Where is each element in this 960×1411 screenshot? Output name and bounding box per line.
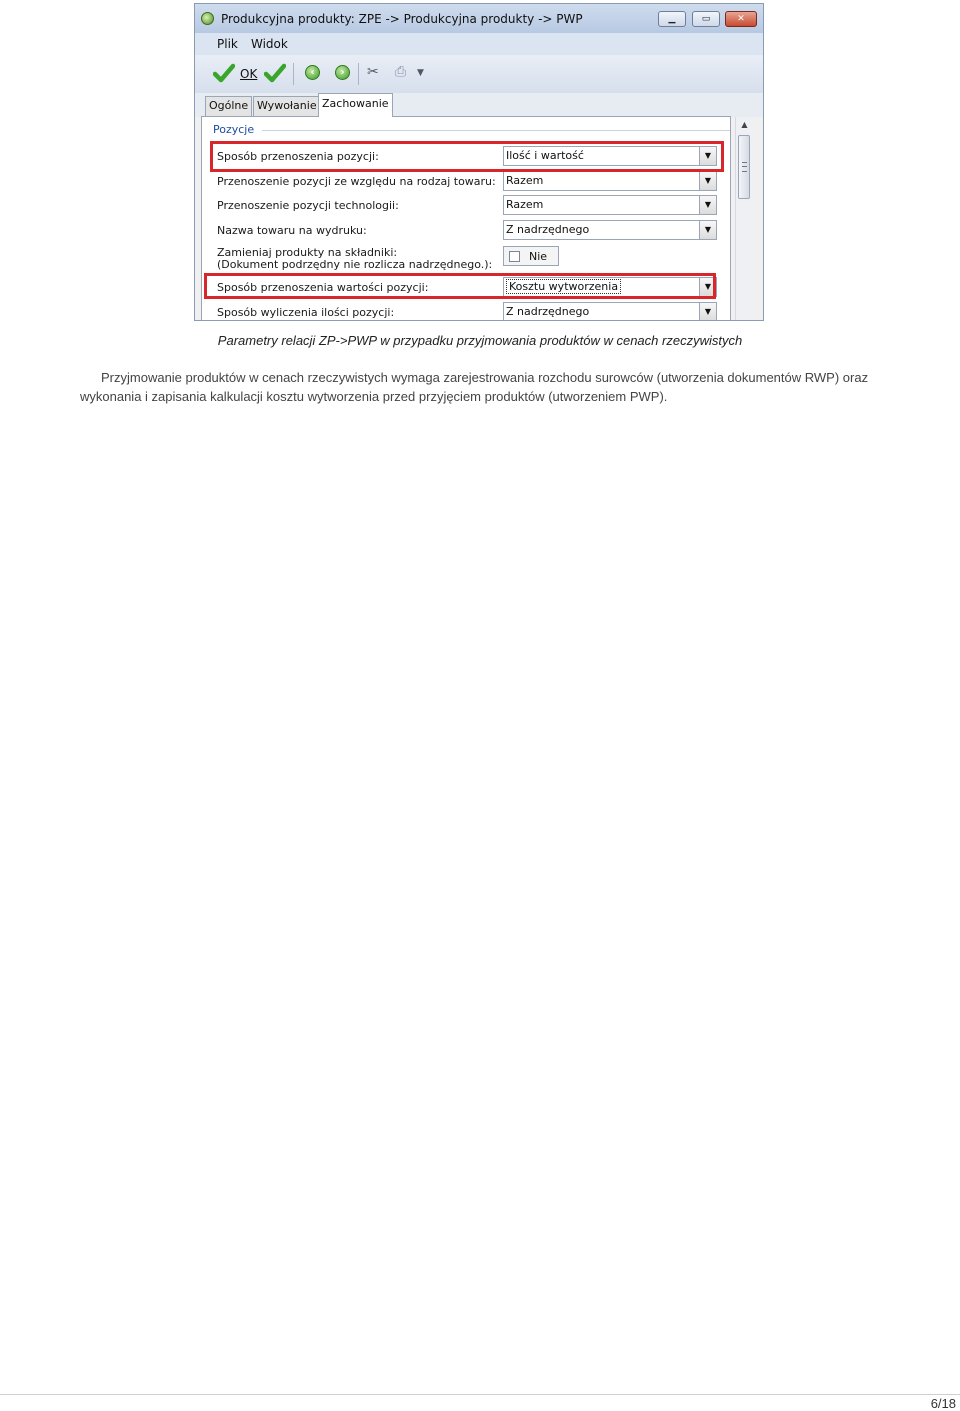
- field-label: Zamieniaj produkty na składniki:: [217, 246, 398, 259]
- application-window-screenshot: [194, 3, 764, 321]
- field-label-note: (Dokument podrzędny nie rozlicza nadrzędnego.):: [217, 258, 493, 271]
- group-divider: [262, 130, 730, 131]
- print-icon[interactable]: ⎙: [395, 64, 407, 80]
- field-label: Przenoszenie pozycji technologii:: [217, 199, 399, 212]
- figure-caption: Parametry relacji ZP->PWP w przypadku przyjmowania produktów w cenach rzeczywistych: [217, 333, 743, 348]
- field-label: Sposób przenoszenia pozycji:: [217, 150, 379, 163]
- app-icon: [201, 12, 214, 25]
- ok-button[interactable]: OK: [240, 67, 258, 81]
- menu-widok[interactable]: Widok: [251, 37, 288, 51]
- combo-rodzaj-towaru[interactable]: [503, 171, 717, 191]
- page-number: 6/18: [930, 1396, 956, 1411]
- tab-ogolne[interactable]: Ogólne: [205, 96, 252, 116]
- combo-value: Razem: [506, 198, 544, 211]
- chevron-down-icon[interactable]: ▼: [699, 196, 716, 214]
- highlight-frame: [204, 273, 716, 299]
- combo-ilosci-pozycji[interactable]: [503, 302, 717, 321]
- menu-plik[interactable]: Plik: [217, 37, 238, 51]
- settings-panel: [201, 116, 731, 321]
- tab-wywolanie[interactable]: Wywołanie: [253, 96, 321, 116]
- checkbox-label: Nie: [529, 250, 548, 263]
- combo-value: Ilość i wartość: [506, 149, 584, 162]
- toolbar-separator: [358, 63, 359, 85]
- minimize-icon[interactable]: ▁: [658, 11, 686, 27]
- forward-arrow-icon[interactable]: ›: [335, 65, 350, 80]
- checkmark-icon[interactable]: [264, 63, 286, 83]
- body-paragraph: Przyjmowanie produktów w cenach rzeczywistych wymaga zarejestrowania rozchodu surowców (utworzenia dokumentów RWP) oraz wykonania i zapisania kalkulacji kosztu wytworzenia przed przyjęciem produktów (utworzeniem PWP).: [80, 370, 869, 404]
- highlight-frame: [210, 141, 724, 172]
- scroll-thumb[interactable]: [738, 135, 750, 199]
- combo-nazwa-towaru[interactable]: [503, 220, 717, 240]
- checkmark-icon[interactable]: [213, 63, 235, 83]
- chevron-down-icon[interactable]: ▼: [699, 278, 716, 296]
- group-title: Pozycje: [213, 123, 255, 136]
- chevron-down-icon[interactable]: ▼: [699, 221, 716, 239]
- field-label: Sposób przenoszenia wartości pozycji:: [217, 281, 429, 294]
- menu-bar: [195, 33, 763, 55]
- title-bar: [195, 4, 763, 33]
- back-arrow-icon[interactable]: ‹: [305, 65, 320, 80]
- checkbox-square[interactable]: [509, 251, 520, 262]
- chevron-down-icon[interactable]: ▼: [699, 147, 716, 165]
- grip-icon: [742, 162, 747, 172]
- dropdown-arrow-icon[interactable]: ▼: [417, 68, 424, 78]
- combo-value: Razem: [506, 174, 544, 187]
- vertical-scrollbar[interactable]: [735, 117, 753, 321]
- field-label: Sposób wyliczenia ilości pozycji:: [217, 306, 395, 319]
- chevron-down-icon[interactable]: ▼: [699, 172, 716, 190]
- toolbar-separator: [293, 63, 294, 85]
- field-label: Nazwa towaru na wydruku:: [217, 224, 367, 237]
- window-title: Produkcyjna produkty: ZPE -> Produkcyjna produkty -> PWP: [221, 12, 583, 26]
- tab-bar: [195, 93, 763, 117]
- combo-value: Z nadrzędnego: [506, 305, 590, 318]
- field-label: Przenoszenie pozycji ze względu na rodzaj towaru:: [217, 175, 496, 188]
- tools-icon[interactable]: ✂: [367, 64, 379, 80]
- maximize-icon[interactable]: ▭: [692, 11, 720, 27]
- chevron-down-icon[interactable]: ▼: [699, 303, 716, 321]
- combo-value: Z nadrzędnego: [506, 223, 590, 236]
- combo-technologii[interactable]: [503, 195, 717, 215]
- combo-value: Kosztu wytworzenia: [506, 279, 621, 294]
- toolbar: [195, 55, 763, 94]
- close-icon[interactable]: ✕: [725, 11, 757, 27]
- scroll-up-icon[interactable]: ▲: [741, 120, 748, 129]
- footer-divider: [0, 1394, 960, 1395]
- checkbox-zamieniaj[interactable]: [503, 246, 559, 266]
- tab-zachowanie[interactable]: Zachowanie: [318, 93, 393, 117]
